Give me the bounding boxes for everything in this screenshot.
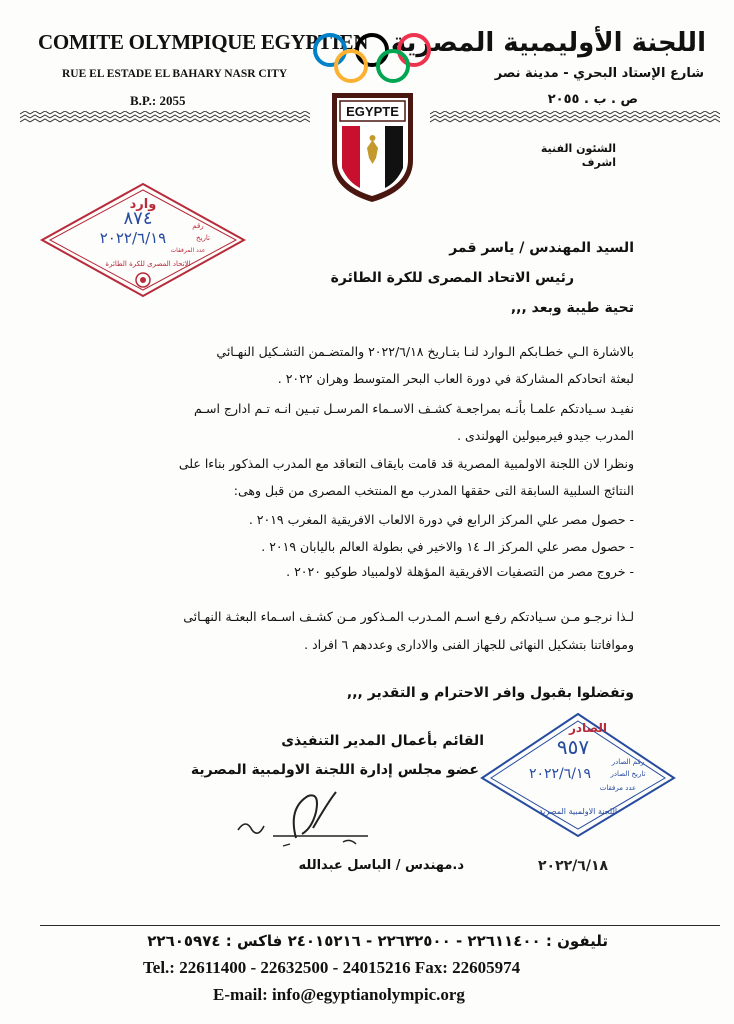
outgoing-stamp-date-label: تاريخ الصادر	[610, 770, 646, 778]
greeting: تحية طيبة وبعد ,,,	[510, 300, 634, 316]
signature-icon	[218, 788, 388, 858]
incoming-stamp	[38, 180, 248, 300]
incoming-stamp-date: ٢٠٢٢/٦/١٩	[99, 229, 167, 247]
paragraph-4-line-1: لـذا نرجـو مـن سـيادتكم رفـع اسـم المـدرب المـذكور مـن كشـف اسـماء البعثـة النهـائى	[183, 609, 634, 624]
paragraph-1-line-1: بالاشارة الـي خطـابكم الـوارد لنـا بتـاريخ ٢٠٢٢/٦/١٨ والمتضـمن التشـكيل النهـائي	[216, 344, 634, 359]
header-arabic-address: شارع الإستاد البحري - مدينة نصر	[494, 66, 704, 81]
bullet-text: خروج مصر من التصفيات الافريقية المؤهلة لاولمبياد طوكيو ٢٠٢٠ .	[286, 564, 626, 579]
zigzag-border-left	[20, 111, 310, 123]
outgoing-stamp-number: ٩٥٧	[556, 735, 590, 759]
footer-phone-fax: Tel.: 22611400 - 22632500 - 24015216 Fax: 22605974	[143, 958, 521, 977]
paragraph-2-line-1: نفيـد سـيادتكم علمـا بأنـه بمراجعـة كشـف الاسـماء المرسـل تبـين انـه تـم ادارج اسـم	[194, 401, 634, 416]
incoming-stamp-number-label: رقم	[192, 222, 204, 230]
outgoing-stamp-title: الصادر	[568, 721, 608, 735]
incoming-stamp-date-label: تاريخ	[196, 234, 210, 242]
outgoing-stamp	[478, 710, 678, 840]
paragraph-3-line-2: النتائج السلبية السابقة التى حققها المدرب مع المنتخب المصرى من قبل وهى:	[233, 483, 634, 498]
signatory-name: د.مهندس / الباسل عبدالله	[298, 858, 464, 873]
incoming-stamp-org: الاتحاد المصرى للكرة الطائرة	[105, 260, 191, 268]
bullet-item: - خروج مصر من التصفيات الافريقية المؤهلة لاولمبياد طوكيو ٢٠٢٠ .	[286, 564, 634, 579]
emblem-label: EGYPTE	[346, 104, 399, 119]
bullet-text: حصول مصر علي المركز الرابع في دورة الالعاب الافريقية المغرب ٢٠١٩ .	[248, 512, 626, 527]
incoming-stamp-attach-label: عدد المرفقات	[170, 247, 206, 254]
footer-arabic-phones: تليفون : ٢٢٦١١٤٠٠ - ٢٢٦٣٢٥٠٠ - ٢٤٠١٥٢١٦ فاكس : ٢٢٦٠٥٩٧٤	[147, 932, 608, 950]
paragraph-3-line-1: ونظرا لان اللجنة الاولمبية المصرية قد قامت بايقاف التعاقد مع المدرب المذكور بناءا على	[178, 456, 634, 471]
signatory-board-role: عضو مجلس إدارة اللجنة الاولمبية المصرية	[190, 762, 479, 778]
bullet-item: - حصول مصر علي المركز الـ ١٤ والاخير في بطولة العالم باليابان ٢٠١٩ .	[261, 539, 634, 554]
salutation-name: السيد المهندس / ياسر قمر	[449, 240, 634, 256]
footer-email: E-mail: info@egyptianolympic.org	[213, 985, 465, 1004]
olympic-rings-icon	[315, 35, 429, 81]
olympic-emblem	[310, 30, 435, 205]
handwritten-date: ٢٠٢٢/٦/١٨	[538, 858, 609, 874]
header-arabic-name: اللجنة الأوليمبية المصرية	[390, 28, 706, 58]
department-note: اشرف	[581, 156, 616, 169]
salutation-title: رئيس الاتحاد المصرى للكرة الطائرة	[330, 270, 574, 286]
paragraph-4-line-2: وموافاتنا بتشكيل النهائى للجهاز الفنى والادارى وعددهم ٦ افراد .	[304, 637, 634, 652]
header-arabic-po-box: ص . ب . ٢٠٥٥	[547, 92, 638, 107]
zigzag-border-right	[430, 111, 720, 123]
paragraph-2-line-2: المدرب جيدو فيرميولين الهولندى .	[457, 428, 634, 443]
header-french-address: RUE EL ESTADE EL BAHARY NASR CITY	[62, 68, 288, 80]
header-french-po-box: B.P.: 2055	[130, 93, 186, 108]
paragraph-1-line-2: لبعثة اتحادكم المشاركة في دورة العاب البحر المتوسط وهران ٢٠٢٢ .	[277, 371, 634, 386]
outgoing-stamp-attach-label: عدد مرفقات	[599, 784, 637, 792]
egypt-shield-icon	[332, 93, 413, 202]
department-label: الشئون الفنية	[540, 142, 616, 155]
bullet-item: - حصول مصر علي المركز الرابع في دورة الالعاب الافريقية المغرب ٢٠١٩ .	[248, 512, 634, 527]
incoming-stamp-title: وارد	[129, 197, 157, 212]
incoming-stamp-number: ٨٧٤	[123, 208, 153, 229]
footer-divider	[40, 925, 720, 926]
outgoing-stamp-date: ٢٠٢٢/٦/١٩	[528, 766, 592, 782]
bullet-text: حصول مصر علي المركز الـ ١٤ والاخير في بطولة العالم باليابان ٢٠١٩ .	[261, 539, 626, 554]
outgoing-stamp-number-label: رقم الصادر	[611, 758, 645, 766]
closing-line: وتفضلوا بقبول وافر الاحترام و التقدير ,,,	[346, 685, 634, 701]
outgoing-stamp-org: اللجنة الاولمبية المصرية	[538, 807, 618, 816]
signatory-role: القائم بأعمال المدير التنفيذى	[281, 733, 484, 749]
header-french-name: COMITE OLYMPIQUE EGYPTIEN	[38, 30, 369, 54]
